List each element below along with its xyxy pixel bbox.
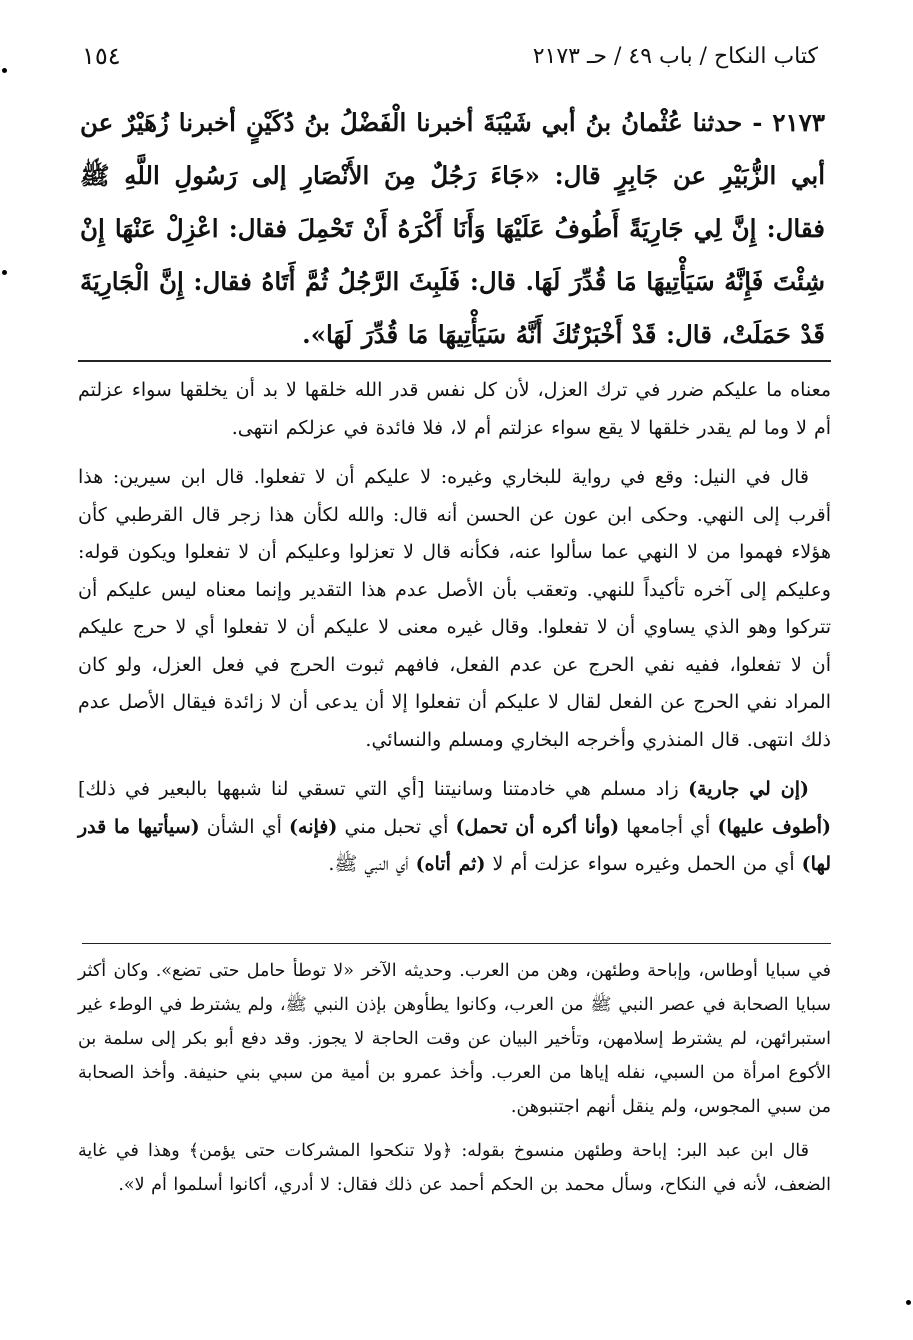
- page-header: [82, 38, 818, 74]
- commentary-text-6: أي النبي ﷺ.: [328, 853, 416, 875]
- commentary-text-2: أي أجامعها: [619, 815, 718, 838]
- main-divider: [78, 360, 831, 362]
- running-title: كتاب النكاح / باب ٤٩ / حـ ٢١٧٣: [532, 43, 818, 69]
- commentary-text-4: أي الشأن: [199, 815, 290, 838]
- scan-edge-mark: [2, 68, 7, 73]
- hadith-number: ٢١٧٣ -: [752, 108, 825, 137]
- commentary-text-3: أي تحبل مني: [337, 815, 456, 838]
- hadith-text-block: [80, 96, 825, 361]
- commentary-paragraph-3: [78, 771, 831, 884]
- hadith-text: حدثنا عُثْمانُ بنُ أبي شَيْبَةَ أخبرنا الْفَضْلُ بنُ دُكَيْنٍ أخبرنا زُهَيْرٌ عن أبي الزُّبَيْرِ عن جَابِرٍ قال: «جَاءَ رَجُلٌ مِنَ الأَنْصَارِ إلى رَسُولِ اللَّهِ ﷺ فقال: إِنَّ لِي جَارِيَةً أَطُوفُ عَلَيْهَا وَأَنَا أَكْرَهُ أَنْ تَحْمِلَ فقال: اعْزِلْ عَنْهَا إِنْ شِئْتَ فَإِنَّهُ سَيَأْتِيهَا مَا قُدِّرَ لَهَا. قال: فَلَبِثَ الرَّجُلُ ثُمَّ أَتَاهُ فقال: إِنَّ الْجَارِيَةَ قَدْ حَمَلَتْ، قال: قَدْ أَخْبَرْتُكَ أَنَّهُ سَيَأْتِيهَا مَا قُدِّرَ لَهَا».: [80, 108, 825, 349]
- footnotes-block: [78, 954, 831, 1212]
- commentary-paragraph-1: معناه ما عليكم ضرر في ترك العزل، لأن كل نفس قدر الله خلقها لا بد أن يخلقها سواء عزلتم أم لا وما لم يقدر خلقها لا يقع سواء عزلتم أم لا، فلا فائدة في عزلكم انتهى.: [78, 379, 831, 439]
- keyword-1: (إن لي جارية): [688, 778, 809, 800]
- scan-edge-mark: [2, 270, 7, 275]
- keyword-4: (فإنه): [289, 815, 338, 838]
- keyword-5: (سيأتيها ما قدر لها): [78, 815, 831, 875]
- keyword-3: (وأنا أكره أن تحمل): [455, 815, 620, 838]
- keyword-2: (أطوف عليها): [717, 815, 831, 838]
- scan-edge-mark: [906, 1300, 911, 1305]
- commentary-text-5: أي من الحمل وغيره سواء عزلت أم لا: [485, 853, 802, 875]
- commentary-paragraph-2: قال في النيل: وقع في رواية للبخاري وغيره: لا عليكم أن لا تفعلوا. قال ابن سيرين: هذا أقرب إلى النهي. وحكى ابن عون عن الحسن أنه قال: والله لكأن هذا زجر قال القرطبي كأن هؤلاء فهموا من لا النهي عما سألوا عنه، فكأنه قال لا تعزلوا وعليكم أن لا تفعلوا ويكون قوله: وعليكم إلى آخره تأكيداً للنهي. وتعقب بأن الأصل عدم هذا التقدير وإنما معناه ليس عليكم أن تتركوا وهو الذي يساوي أن لا تفعلوا. وقال غيره معنى لا عليكم أن لا تفعلوا أي لا حرج عليكم أن لا تفعلوا، ففيه نفي الحرج عن عدم الفعل، فافهم ثبوت الحرج في فعل العزل، ولو كان المراد نفي الحرج عن الفعل لقال لا عليكم أن تفعلوا إلا أن يدعى أن لا زائدة فيقال الأصل عدم ذلك انتهى. قال المنذري وأخرجه البخاري ومسلم والنسائي.: [78, 466, 831, 751]
- commentary-block: [78, 372, 831, 896]
- footnote-paragraph-1: في سبايا أوطاس، وإباحة وطئهن، وهن من العرب. وحديثه الآخر «لا توطأ حامل حتى تضع». وكان أكثر سبايا الصحابة في عصر النبي ﷺ من العرب، وكانوا يطأوهن بإذن النبي ﷺ، ولم يشترط في الوطء غير استبرائهن، لم يشترط إسلامهن، وتأخير البيان عن وقت الحاجة لا يجوز. وقد دفع أبو بكر إلى سلمة بن الأكوع امرأة من السبي، نفله إياها من العرب. وأخذ عمرو بن أمية من سبي بني حنيفة. وأخذ الصحابة من سبي المجوس، ولم ينقل أنهم اجتنبوهن.: [78, 961, 831, 1117]
- page-number: ١٥٤: [82, 42, 121, 70]
- commentary-text-1: زاد مسلم هي خادمتنا وسانيتنا [أي التي تسقي لنا شبهها بالبعير في ذلك]: [78, 778, 689, 800]
- footnote-divider: [82, 943, 831, 944]
- keyword-6: (ثم أتاه): [415, 853, 486, 875]
- footnote-paragraph-2: قال ابن عبد البر: إباحة وطئهن منسوخ بقوله: ﴿ولا تنكحوا المشركات حتى يؤمن﴾ وهذا في غاية الضعف، لأنه في النكاح، وسأل محمد بن الحكم أحمد عن ذلك فقال: لا أدري، أكانوا أسلموا أم لا».: [78, 1141, 831, 1195]
